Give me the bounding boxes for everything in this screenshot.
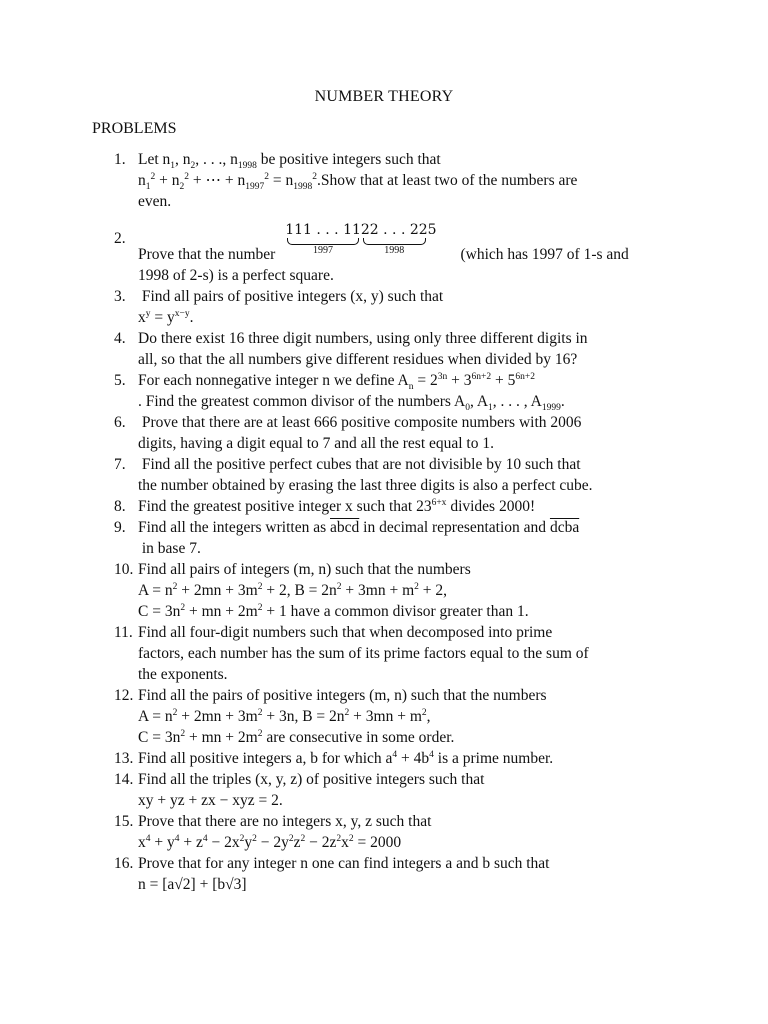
problem-number: 13. (114, 750, 134, 767)
page-title: NUMBER THEORY (314, 88, 454, 105)
problem-line: Find all four-digit numbers such that when decomposed into prime (138, 624, 553, 641)
problem-item (0, 496, 768, 517)
problem-line: Find all the triples (x, y, z) of positive integers such that (138, 771, 485, 788)
problem-list (0, 149, 768, 895)
problem-line: Find all positive integers a, b for which $a^4 + 4b^4$ is a prime number. (138, 749, 554, 767)
problem-line: all, so that the all numbers give different residues when divided by 16? (138, 351, 578, 368)
problem-item (0, 748, 768, 769)
problem-number: 9. (114, 519, 126, 536)
problem-number: 10. (114, 561, 134, 578)
problem-line: Let $n_1$, $n_2$, . . ., $n_{1998}$ be positive integers such that (138, 151, 441, 172)
problem-line: the number obtained by erasing the last three digits is also a perfect cube. (138, 477, 593, 494)
problem-item (0, 811, 768, 853)
problem-item (0, 412, 768, 454)
problem-item (0, 622, 768, 685)
problem-number: 14. (114, 771, 134, 788)
problem-line: Find all the pairs of positive integers (m, n) such that the numbers (138, 687, 547, 704)
problem-item (0, 286, 768, 328)
p2-tail: 5 (427, 222, 437, 238)
problem-line: n = [a√2] + [b√3] (138, 876, 247, 893)
problem-item (0, 370, 768, 412)
problem-item (0, 328, 768, 370)
problem-number: 16. (114, 855, 134, 872)
problem-line: Find all the integers written as abcd in decimal representation and dcba (138, 519, 580, 536)
problem-item (0, 454, 768, 496)
problem-line: factors, each number has the sum of its prime factors equal to the sum of (138, 645, 589, 662)
problem-number: 1. (114, 151, 126, 168)
repunit-expression (285, 222, 436, 259)
p2-prefix: Prove that the number (138, 246, 276, 263)
problem-line: xy + yz + zx − xyz = 2. (138, 792, 283, 809)
problem-line: digits, having a digit equal to 7 and all the rest equal to 1. (138, 435, 494, 452)
problem-line: Find the greatest positive integer x such that $23^{6+x}$ divides 2000! (138, 497, 536, 515)
problem-line: $A = n^2 + 2mn + 3m^2 + 3n$, $B = 2n^2 + 3mn + m^2$, (138, 707, 431, 725)
problem-line: Find all pairs of positive integers (x, y) such that (138, 288, 444, 305)
problem-line: Prove that there are no integers x, y, z such that (138, 813, 432, 830)
problem-line: $n_1^2 + n_2^2$ + ⋯ + $n_{1997}^2$ = $n_{1998}^2.Show$ that at least two of the numbers are (138, 171, 578, 193)
problem-number: 5. (114, 372, 126, 389)
problem-line: Find all pairs of integers (m, n) such that the numbers (138, 561, 471, 578)
problem-line (138, 222, 698, 265)
p2-seg1: 111 . . . 11 (285, 222, 361, 238)
problem-item (0, 559, 768, 622)
problem-number: 4. (114, 330, 126, 347)
problem-line: For each nonnegative integer n we define $A_n = 2^{3n} + 3^{6n+2} + 5^{6n+2}$ (138, 371, 535, 393)
problem-line: $A = n^2 + 2mn + 3m^2 + 2$, $B = 2n^2 + 3mn + m^2 + 2$, (138, 581, 448, 599)
problem-line: Find all the positive perfect cubes that are not divisible by 10 such that (138, 456, 581, 473)
problem-line: $C = 3n^2$ + mn + $2m^2 + 1$ have a common divisor greater than 1. (138, 602, 529, 620)
problem-line: Do there exist 16 three digit numbers, using only three different digits in (138, 330, 588, 347)
problem-number: 8. (114, 498, 126, 515)
problem-line: the exponents. (138, 666, 228, 683)
problem-number: 11. (114, 624, 133, 641)
problem-line: . Find the greatest common divisor of the numbers $A_0$, $A_1$, . . . , $A_{1999}$. (138, 393, 565, 414)
problem-number: 3. (114, 288, 126, 305)
problem-item (0, 212, 768, 286)
problem-item (0, 769, 768, 811)
problem-number: 2. (114, 230, 126, 247)
problem-line: 1998 of 2-s) is a perfect square. (138, 267, 334, 284)
problem-line: $x^y = y^{x-y}$. (138, 308, 194, 326)
problem-number: 12. (114, 687, 134, 704)
p2-seg2-label: 1998 (384, 245, 405, 256)
problem-item (0, 853, 768, 895)
p2-suffix: (which has 1997 of 1-s and (460, 246, 629, 263)
problem-line: in base 7. (138, 540, 201, 557)
problem-item (0, 685, 768, 748)
problem-item (0, 517, 768, 559)
problem-line: Prove that there are at least 666 positive composite numbers with 2006 (138, 414, 582, 431)
problem-line: $x^4 + y^4 + z^4 - 2x^2y^2 - 2y^2z^2 - 2z^2x^2 = 2000$ (138, 833, 402, 851)
problem-number: 6. (114, 414, 126, 431)
section-heading: PROBLEMS (92, 120, 177, 137)
problem-line: even. (138, 193, 172, 210)
problem-number: 15. (114, 813, 134, 830)
problem-line: $C = 3n^2$ + mn + $2m^2$ are consecutive in some order. (138, 728, 455, 746)
problem-item (0, 149, 768, 212)
problem-line: Prove that for any integer n one can find integers a and b such that (138, 855, 550, 872)
p2-seg2: 22 . . . 22 (360, 222, 428, 238)
p2-seg1-label: 1997 (313, 245, 334, 256)
problem-number: 7. (114, 456, 126, 473)
